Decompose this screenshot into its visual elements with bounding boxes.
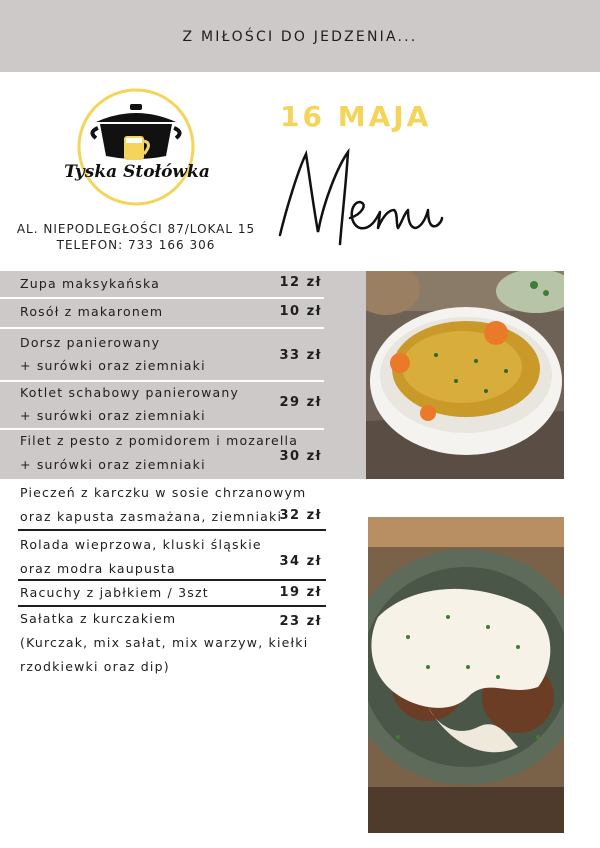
divider [18, 579, 326, 581]
menu-item-detail: (Kurczak, mix sałat, mix warzyw, kiełki [20, 635, 309, 650]
logo [52, 82, 222, 212]
menu-date: 16 MAJA [280, 100, 432, 133]
menu-item-price: 19 zł [279, 585, 322, 600]
menu-title-script [276, 140, 446, 260]
menu-item-name: Zupa maksykańska [20, 276, 161, 291]
menu-item-name: Pieczeń z karczku w sosie chrzanowym [20, 485, 307, 500]
menu-item-name: Sałatka z kurczakiem [20, 611, 177, 626]
divider [0, 327, 324, 329]
menu-item-name: Kotlet schabowy panierowany [20, 385, 240, 400]
menu-item-name: Dorsz panierowany [20, 335, 161, 350]
divider [18, 605, 326, 607]
meat-with-sauce-photo [368, 517, 564, 833]
menu-item-price: 10 zł [279, 304, 322, 319]
menu-item-detail: + surówki oraz ziemniaki [20, 457, 206, 472]
menu-item-price: 23 zł [279, 614, 322, 629]
menu-item-detail: + surówki oraz ziemniaki [20, 358, 206, 373]
menu-item-name: Rosół z makaronem [20, 304, 164, 319]
menu-item-price: 29 zł [279, 395, 322, 410]
divider [0, 297, 324, 299]
phone: TELEFON: 733 166 306 [56, 238, 216, 252]
menu-item-price: 34 zł [279, 554, 322, 569]
menu-item-price: 32 zł [279, 508, 322, 523]
soup-photo [366, 271, 564, 479]
menu-item-detail: rzodkiewki oraz dip) [20, 659, 170, 674]
pot-with-mug-icon [92, 104, 179, 160]
menu-item-price: 12 zł [279, 275, 322, 290]
menu-item-name: Filet z pesto z pomidorem i mozarella [20, 433, 299, 448]
menu-item-price: 30 zł [279, 449, 322, 464]
menu-item-detail: + surówki oraz ziemniaki [20, 408, 206, 423]
menu-item-detail: oraz kapusta zasmażana, ziemniaki [20, 509, 283, 524]
tagline: Z MIŁOŚCI DO JEDZENIA... [182, 29, 418, 45]
menu-item-name: Rolada wieprzowa, kluski śląskie [20, 537, 262, 552]
logo-name: Tyska Stołówka [64, 162, 210, 182]
menu-item-name: Racuchy z jabłkiem / 3szt [20, 585, 209, 600]
divider [0, 380, 324, 382]
address: AL. NIEPODLEGŁOŚCI 87/LOKAL 15 [16, 222, 256, 236]
menu-item-detail: oraz modra kaupusta [20, 561, 176, 576]
menu-item-price: 33 zł [279, 348, 322, 363]
divider [18, 529, 326, 531]
logo-graphic [52, 82, 222, 212]
divider [0, 428, 324, 430]
